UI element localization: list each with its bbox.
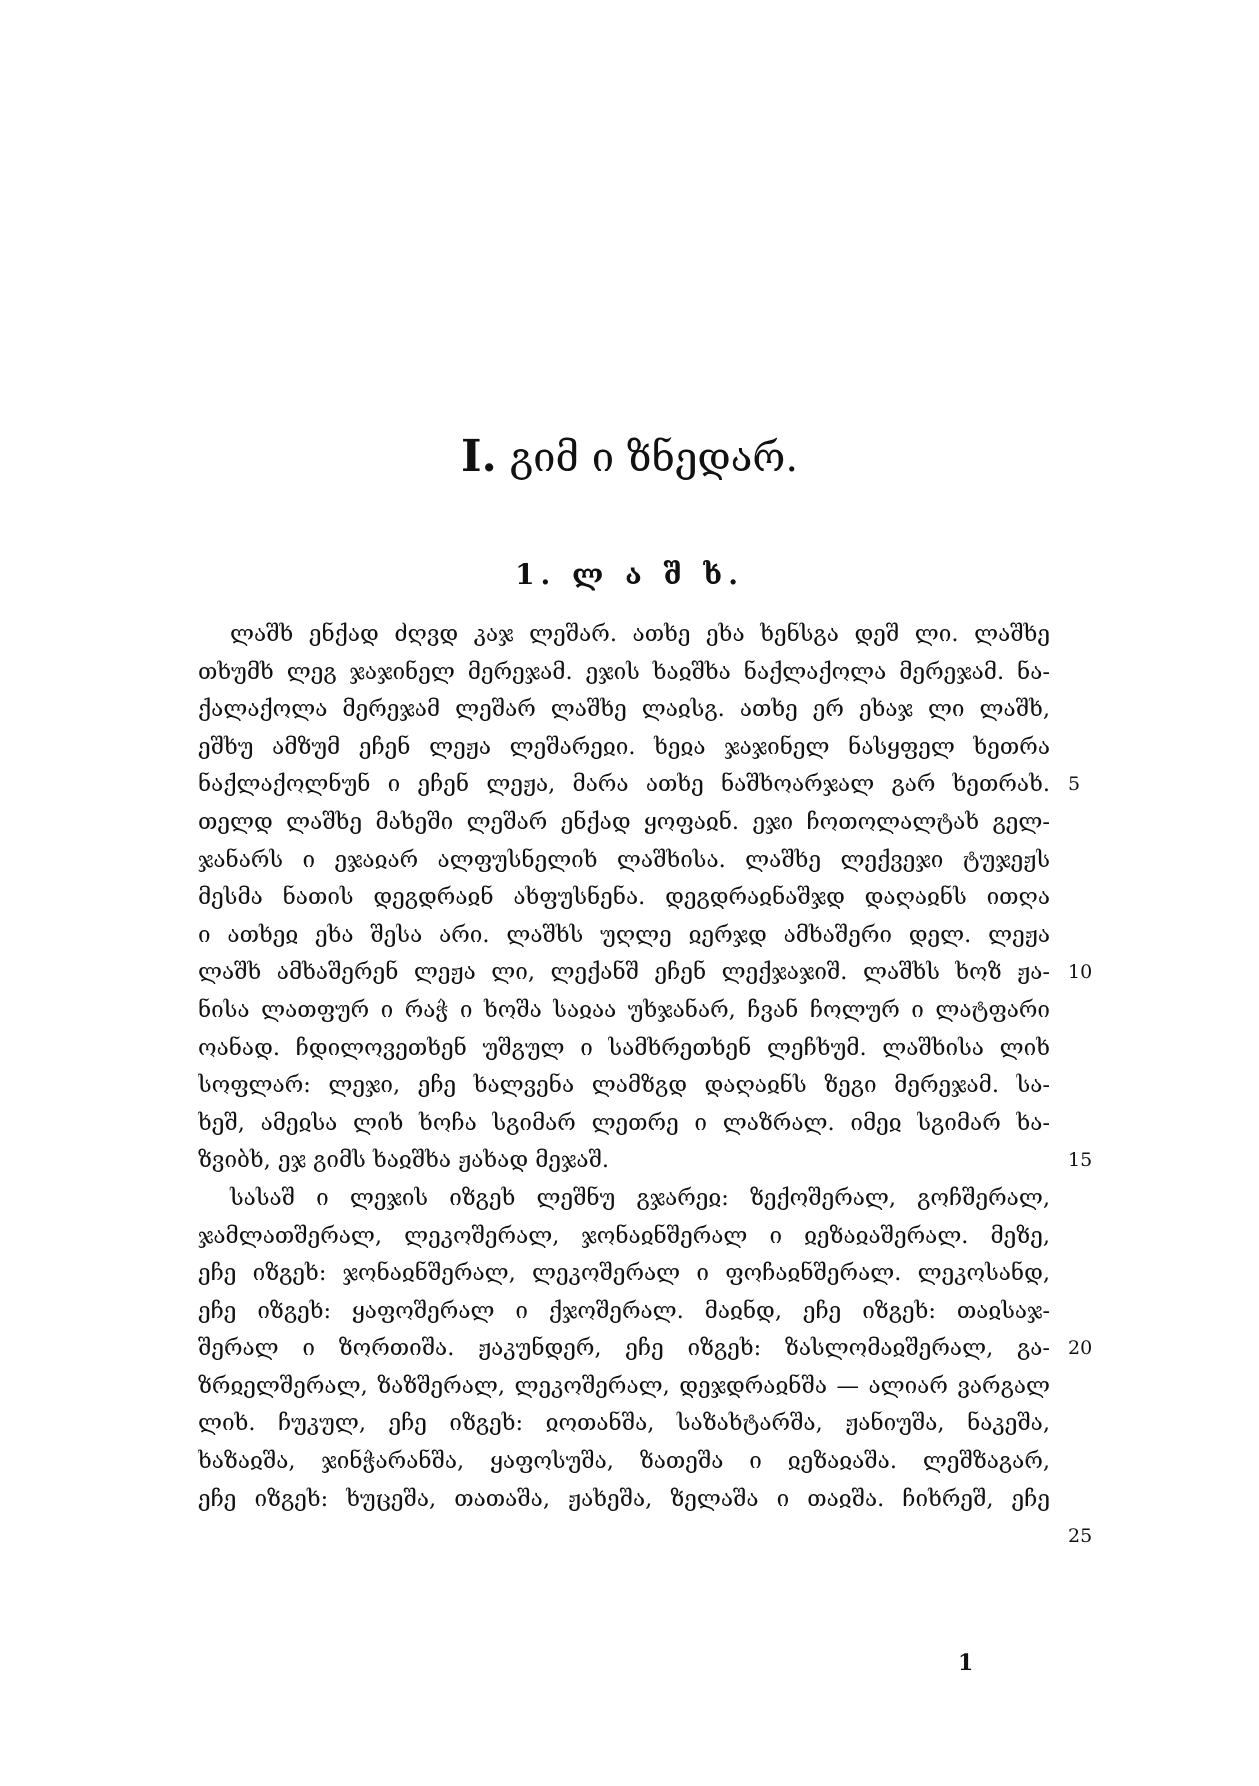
text-line: ლაშხ ამხაშერენ ლეჟა ლი, ლექანშ ეჩენ ლექჯაჯიშ. ლაშხს ხოზ ჟა- [198, 959, 1050, 986]
body-text [198, 616, 1050, 1518]
text-line: ქალაქოლა მერეჯამ ლეშარ ლაშხე ლაჲსგ. ათხე ერ ეხაჯ ლი ლაშხ, [198, 696, 1050, 723]
text-line: ნაქლაქოლნუნ ი ეჩენ ლეჟა, მარა ათხე ნაშხოარჯალ გარ ხეთრახ. [198, 771, 1050, 798]
text-line: ზვიბხ, ეჯ გიმს ხაჲშხა ჟახად მეჯაშ. [198, 1147, 610, 1174]
text-line: ჯამლათშერალ, ლეკოშერალ, ჯონაჲნშერალ ი ჲეზაჲაშერალ. მეზე, [198, 1222, 1050, 1249]
text-line: ოანად. ჩდილოვეთხენ უშგულ ი სამხრეთხენ ლეჩხუმ. ლაშხისა ლიხ [198, 1034, 1050, 1061]
text-line: შერალ ი ზორთიშა. ჟაკუნდერ, ეჩე იზგეხ: ზასლომაჲშერალ, გა- [198, 1335, 1050, 1362]
line-number: 5 [1068, 773, 1081, 796]
line-number: 25 [1068, 1525, 1093, 1548]
text-line: ჯანარს ი ეჯაჲარ ალფუსნელიხ ლაშხისა. ლაშხე ლექვეჯი ტუჯეჟს [198, 846, 1050, 873]
text-line: ი ათხეჲ ეხა შესა არი. ლაშხს უღლე ჲერჯდ ამხაშერი დელ. ლეჟა [198, 921, 1050, 948]
line-number: 15 [1068, 1149, 1093, 1172]
line-number: 20 [1068, 1337, 1093, 1360]
text-line: ეჩე იზგეხ: ხუცეშა, თათაშა, ჟახეშა, ზელაშა ი თაჲშა. ჩიხრეშ, ეჩე [198, 1485, 1050, 1512]
chapter-title [0, 432, 1259, 483]
text-line: ლაშხ ენქად ძღვდ კაჯ ლეშარ. ათხე ეხა ხენსგა დეშ ლი. ლაშხე [230, 621, 1050, 647]
chapter-name: გიმ ი ზნედარ. [509, 435, 799, 481]
text-line: თელდ ლაშხე მახეში ლეშარ ენქად ყოფაჲნ. ეჯი ჩოთოლალტახ გელ- [198, 808, 1050, 835]
text-line: სასაშ ი ლეჯის იზგეხ ლეშნუ გჯარეჲ: ზექოშერალ, გოჩშერალ, [230, 1184, 1050, 1211]
page-number: 1 [958, 1650, 974, 1676]
text-line: ეჩე იზგეხ: ჯონაჲნშერალ, ლეკოშერალ ი ფოჩაჲნშერალ. ლეკოსანდ, [198, 1260, 1050, 1287]
chapter-numeral: I. [460, 431, 497, 482]
section-title: 1. ლ ა შ ხ. [515, 558, 744, 591]
text-line: ხეშ, ამეჲსა ლიხ ხოჩა სგიმარ ლეთრე ი ლაზრალ. იმეჲ სგიმარ ხა- [198, 1109, 1050, 1136]
text-line: ეშხუ ამზუმ ეჩენ ლეჟა ლეშარეჲი. ხეჲა ჯაჯინელ ნასყფელ ხეთრა [198, 733, 1050, 760]
text-line: ხაზაჲშა, ჯინჭარანშა, ყაფოსუშა, ზათეშა ი ჲეზაჲაშა. ლეშზაგარ, [198, 1448, 1050, 1475]
text-line: მესმა ნათის დეგდრაჲნ ახფუსნენა. დეგდრაჲნაშჯდ დაღაჲნს ითღა [198, 884, 1050, 911]
text-line: სოფლარ: ლეჯი, ეჩე ხალვენა ლამზგდ დაღაჲნს ზეგი მერეჯამ. სა- [198, 1072, 1050, 1099]
text-line: ზრჲელშერალ, ზაზშერალ, ლეკოშერალ, დეჯდრაჲნშა — ალიარ ვარგალ [198, 1372, 1050, 1399]
text-line: ლიხ. ჩუკულ, ეჩე იზგეხ: ჲოთანშა, საზახტარშა, ჟანიუშა, ნაკეშა, [198, 1410, 1050, 1437]
text-line: ნისა ლათფურ ი რაჭ ი ხოშა საჲაა უხჯანარ, ჩვან ჩოლურ ი ლატფარი [198, 996, 1050, 1023]
text-line: ეჩე იზგეხ: ყაფოშერალ ი ქჯოშერალ. მაჲნდ, ეჩე იზგეხ: თაჲსაჯ- [198, 1297, 1050, 1324]
text-line: თხუმხ ლეგ ჯაჯინელ მერეჯამ. ეჯის ხაჲშხა ნაქლაქოლა მერეჯამ. ნა- [198, 658, 1050, 685]
line-number: 10 [1068, 961, 1093, 984]
